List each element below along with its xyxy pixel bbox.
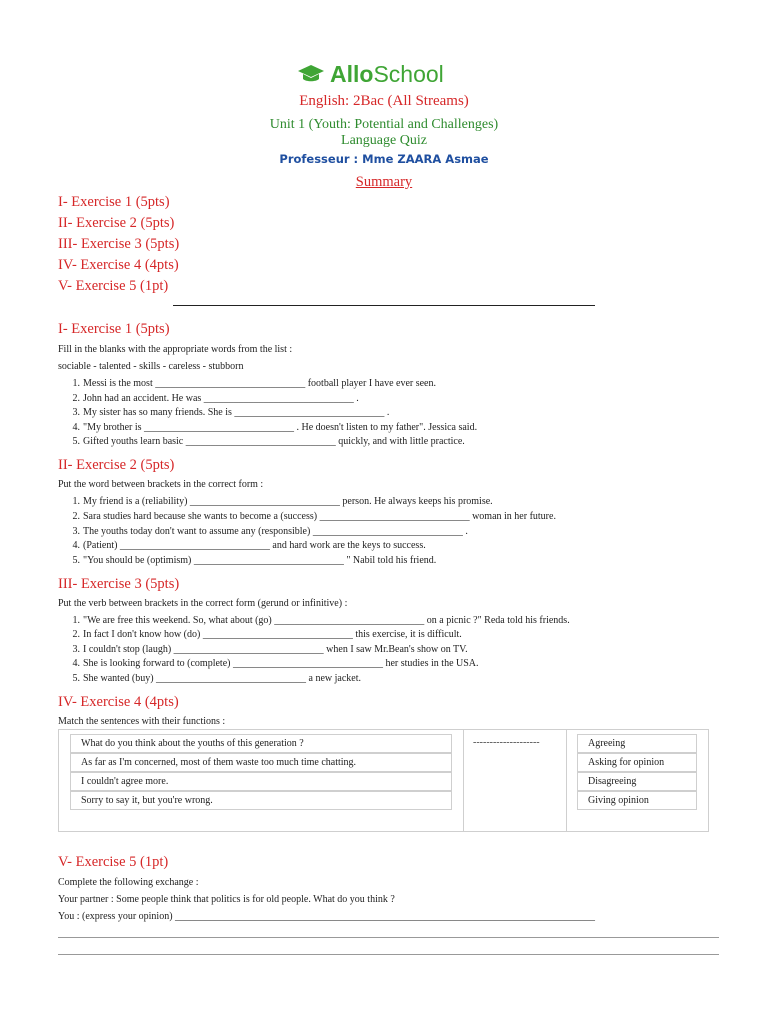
summary-item[interactable]: IV- Exercise 4 (4pts) (58, 257, 179, 273)
matching-function: Disagreeing (577, 772, 697, 791)
exercise-1-instruction: Fill in the blanks with the appropriate words from the list : (58, 344, 293, 355)
exercise-item: 4. She is looking forward to (complete) ______________________________ her studies in the USA. (72, 658, 479, 669)
answer-rule (58, 937, 719, 938)
matching-divider (566, 730, 567, 831)
exercise-item: 5. She wanted (buy) ______________________________ a new jacket. (72, 673, 362, 684)
graduation-cap-icon (297, 63, 325, 85)
exercise-3-title: III- Exercise 3 (5pts) (58, 576, 180, 592)
exercise-item: 3. My sister has so many friends. She is ______________________________ . (72, 407, 390, 418)
logo-text-bold: Allo (330, 60, 374, 87)
exercise-item: 5. "You should be (optimism) ______________________________ " Nabil told his friend. (72, 555, 437, 566)
summary-heading: Summary (355, 174, 413, 190)
matching-sentence: What do you think about the youths of this generation ? (70, 734, 452, 753)
summary-item[interactable]: II- Exercise 2 (5pts) (58, 215, 175, 231)
exercise-4-title: IV- Exercise 4 (4pts) (58, 694, 179, 710)
exercise-3-instruction: Put the verb between brackets in the correct form (gerund or infinitive) : (58, 598, 348, 609)
matching-sentence: Sorry to say it, but you're wrong. (70, 791, 452, 810)
exercise-2-title: II- Exercise 2 (5pts) (58, 457, 175, 473)
exercise-1-word-list: sociable - talented - skills - careless - stubborn (58, 361, 244, 372)
quiz-title: Language Quiz (341, 133, 427, 148)
alloschool-logo (297, 59, 444, 89)
exercise-item: 3. I couldn't stop (laugh) ______________________________ when I saw Mr.Bean's show on TV. (72, 644, 468, 655)
exercise-item: 5. Gifted youths learn basic ______________________________ quickly, and with little practice. (72, 436, 465, 447)
teacher-name: Professeur : Mme ZAARA Asmae (279, 152, 489, 166)
exercise-item: 2. John had an accident. He was ______________________________ . (72, 393, 359, 404)
summary-item[interactable]: III- Exercise 3 (5pts) (58, 236, 180, 252)
matching-function: Agreeing (577, 734, 697, 753)
exercise-4-instruction: Match the sentences with their functions : (58, 716, 226, 727)
exercise-item: 1. "We are free this weekend. So, what about (go) ______________________________ on a picnic ?" Reda told his friends. (72, 615, 570, 626)
unit-title: Unit 1 (Youth: Potential and Challenges) (269, 117, 499, 132)
exercise-item: 3. The youths today don't want to assume any (responsible) ______________________________ . (72, 526, 468, 537)
matching-function: Giving opinion (577, 791, 697, 810)
exercise-item: 4. (Patient) ______________________________ and hard work are the keys to success. (72, 540, 426, 551)
exercise-item: 4. "My brother is ______________________________ . He doesn't listen to my father". Jessica said. (72, 422, 478, 433)
matching-answer-blank[interactable]: -------------------- (473, 737, 540, 748)
exercise-item: 1. My friend is a (reliability) ______________________________ person. He always keeps his promise. (72, 496, 493, 507)
exercise-2-instruction: Put the word between brackets in the correct form : (58, 479, 264, 490)
summary-item[interactable]: I- Exercise 1 (5pts) (58, 194, 170, 210)
exercise-1-title: I- Exercise 1 (5pts) (58, 321, 170, 337)
exercise-item: 2. In fact I don't know how (do) ______________________________ this exercise, it is difficult. (72, 629, 462, 640)
matching-function: Asking for opinion (577, 753, 697, 772)
exercise-item: 2. Sara studies hard because she wants to become a (success) ______________________________ woman in her future. (72, 511, 556, 522)
summary-divider (173, 305, 595, 306)
exercise-5-answer-line[interactable]: You : (express your opinion) ____________________________________________________________________________________ (58, 911, 596, 922)
exercise-5-title: V- Exercise 5 (1pt) (58, 854, 169, 870)
matching-sentence: As far as I'm concerned, most of them waste too much time chatting. (70, 753, 452, 772)
exercise-5-partner-line: Your partner : Some people think that politics is for old people. What do you think ? (58, 894, 395, 905)
answer-rule (58, 954, 719, 955)
logo-text-regular: School (373, 60, 444, 87)
exercise-item: 1. Messi is the most ______________________________ football player I have ever seen. (72, 378, 436, 389)
summary-item[interactable]: V- Exercise 5 (1pt) (58, 278, 169, 294)
matching-divider (463, 730, 464, 831)
exercise-5-instruction: Complete the following exchange : (58, 877, 199, 888)
subject-title: English: 2Bac (All Streams) (299, 93, 469, 109)
matching-sentence: I couldn't agree more. (70, 772, 452, 791)
